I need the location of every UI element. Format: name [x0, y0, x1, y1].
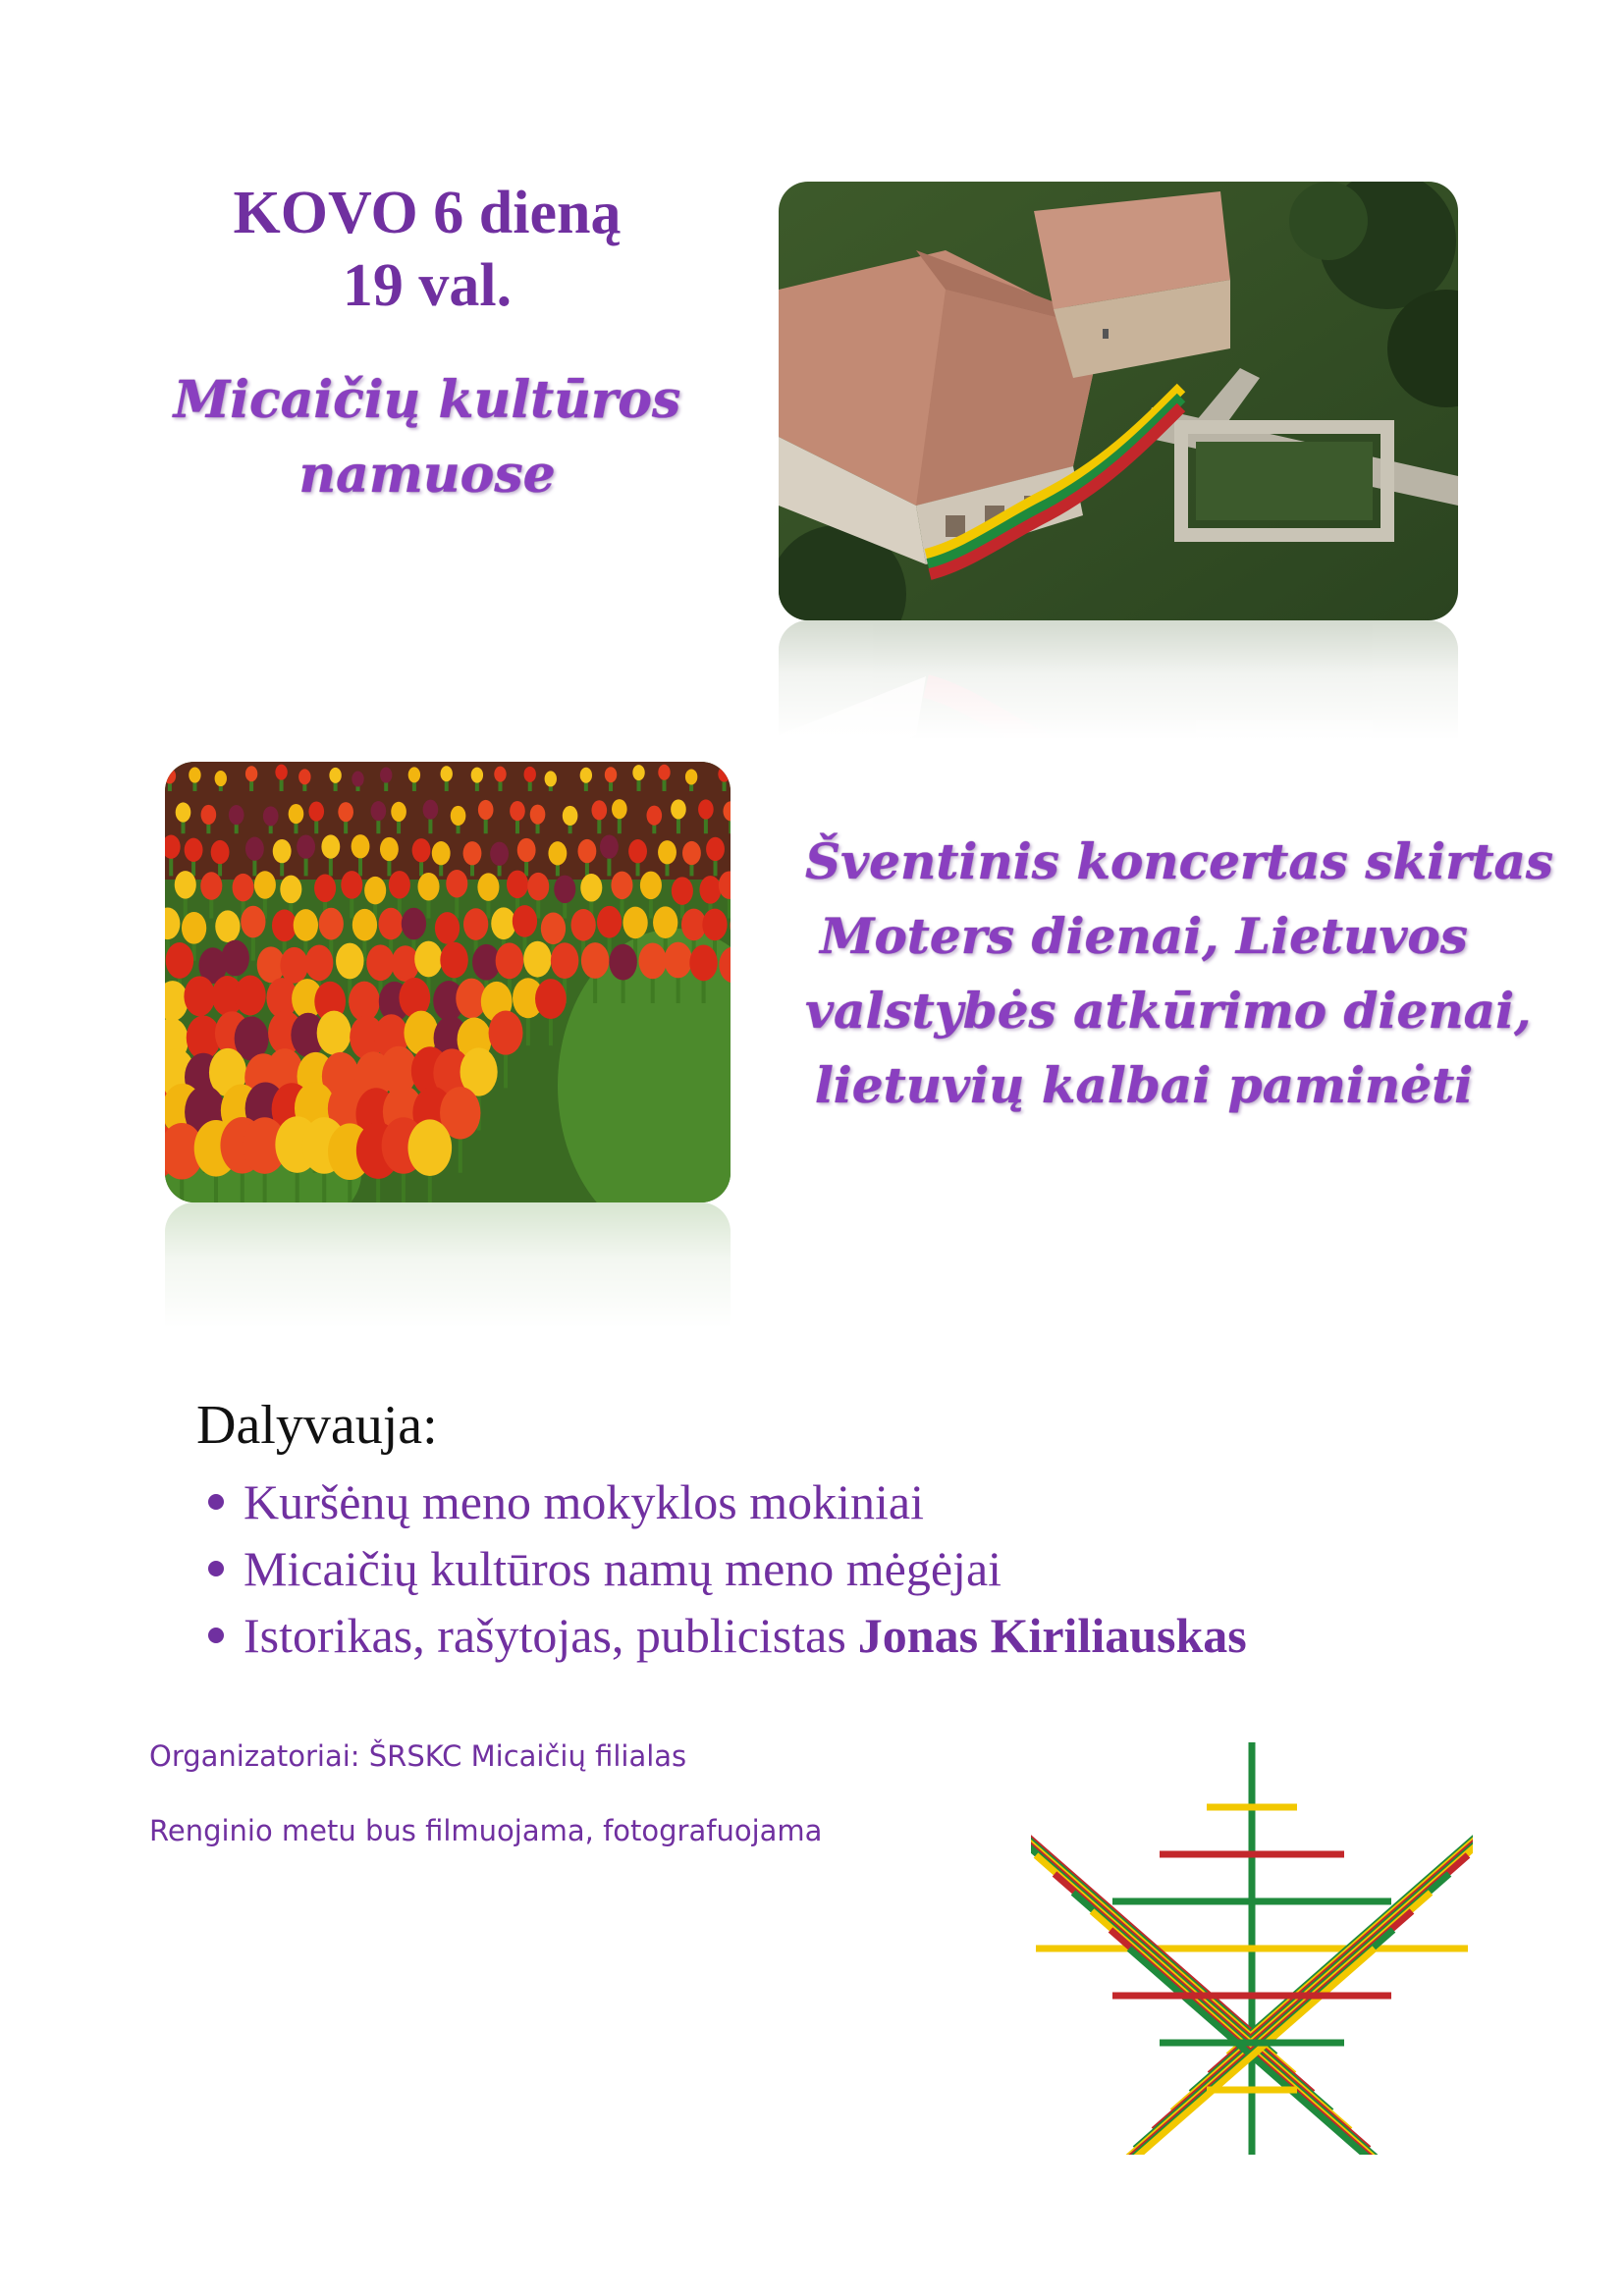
- tulip-photo: [165, 762, 731, 1202]
- recording-notice: Renginio metu bus filmuojama, fotografuojama: [149, 1814, 823, 1847]
- participants-list: [196, 1468, 1473, 1669]
- concert-line-2: Moters dienai, Lietuvos: [820, 907, 1468, 965]
- participant-name: Jonas Kiriliauskas: [857, 1608, 1247, 1663]
- bullet-icon: [208, 1494, 224, 1510]
- tulip-photo-drawing: [165, 762, 731, 1202]
- event-header: [147, 177, 707, 512]
- tulip-photo-reflection: [165, 1202, 731, 1328]
- concert-line-1: Šventinis koncertas skirtas: [805, 832, 1554, 890]
- concert-line-4: lietuvių kalbai paminėti: [814, 1056, 1474, 1114]
- participants-title: Dalyvauja:: [196, 1395, 438, 1456]
- venue-line-1: Micaičių kultūros: [173, 370, 681, 430]
- reflection-fade: [165, 1202, 731, 1328]
- participants-section: [196, 1394, 1473, 1669]
- concert-line-3: valstybės atkūrimo dienai,: [805, 982, 1532, 1040]
- list-item: [196, 1468, 1473, 1535]
- event-time: 19 val.: [342, 252, 513, 319]
- event-venue: [147, 363, 707, 512]
- building-photo-drawing: [779, 182, 1458, 620]
- list-item: [196, 1602, 1473, 1669]
- list-item: [196, 1535, 1473, 1602]
- building-photo-reflection: [779, 620, 1458, 740]
- participant-text: Kuršėnų meno mokyklos mokiniai: [244, 1474, 924, 1529]
- event-date: KOVO 6 dieną: [233, 180, 622, 246]
- bullet-icon: [208, 1561, 224, 1576]
- lattice-logo-icon: [1031, 1742, 1473, 2155]
- reflection-fade: [779, 620, 1458, 740]
- concert-description: [805, 825, 1554, 1123]
- venue-line-2: namuose: [298, 445, 556, 505]
- participant-text: Micaičių kultūros namų meno mėgėjai: [244, 1541, 1002, 1596]
- bullet-icon: [208, 1628, 224, 1643]
- organizers-note: Organizatoriai: ŠRSKC Micaičių filialas: [149, 1739, 687, 1773]
- building-photo: [779, 182, 1458, 620]
- participant-text: Istorikas, rašytojas, publicistas: [244, 1608, 846, 1663]
- lattice-logo: [1031, 1742, 1473, 2160]
